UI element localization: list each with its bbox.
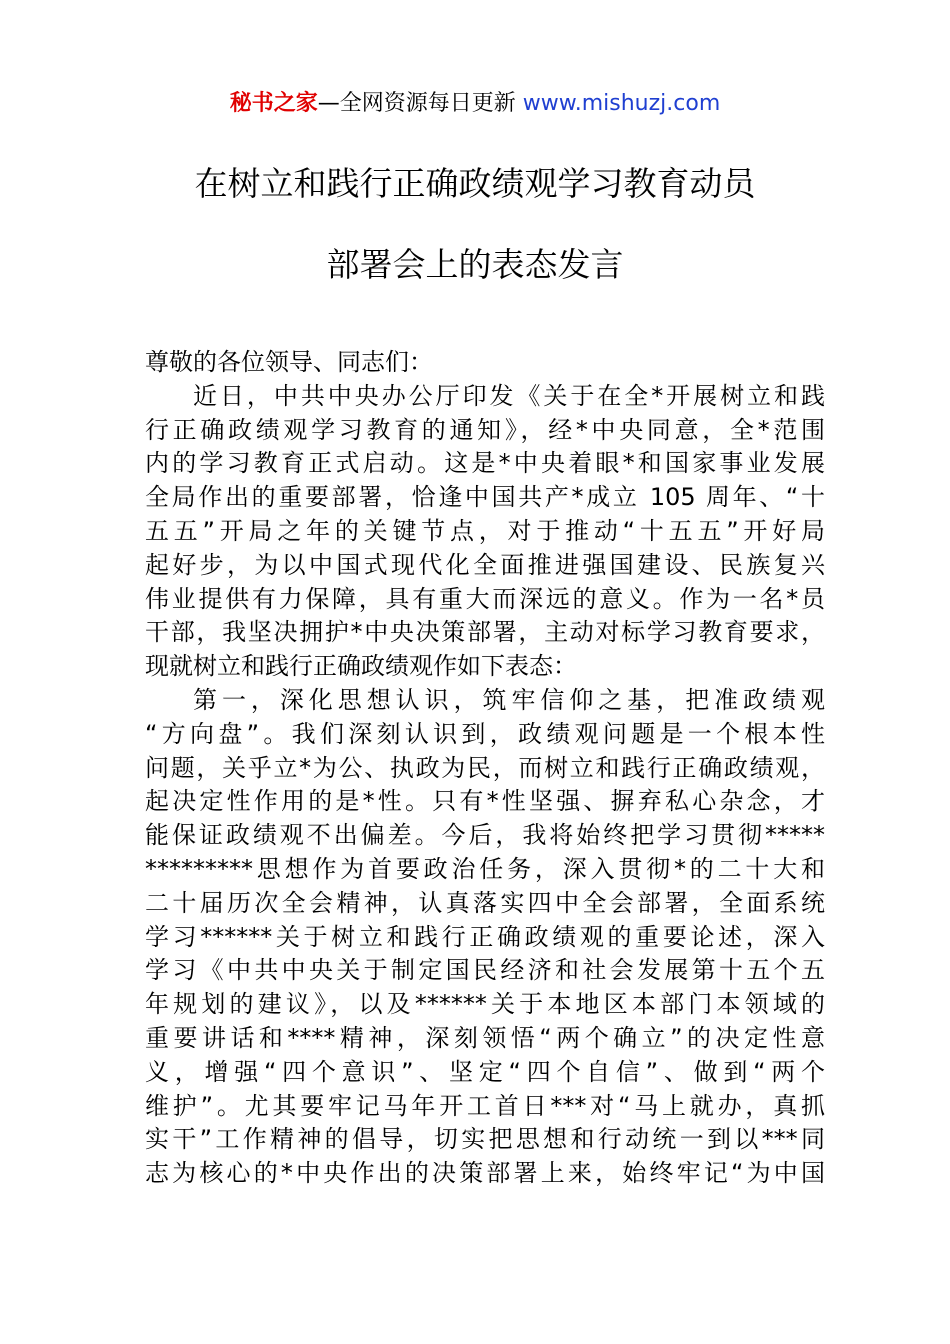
body-line: 实干”工作精神的倡导，切实把思想和行动统一到以***同: [145, 1125, 825, 1154]
site-url-link[interactable]: www.mishuzj.com: [522, 91, 721, 116]
body-line: 起决定性作用的是*性。只有*性坚强、摒弃私心杂念，才: [145, 787, 825, 816]
body-line: 二十届历次全会精神，认真落实四中全会部署，全面系统: [145, 888, 825, 917]
body-line: 学习******关于树立和践行正确政绩观的重要论述，深入: [145, 922, 825, 951]
body-line: 近日，中共中央办公厅印发《关于在全*开展树立和践: [193, 381, 825, 410]
body-line: 现就树立和践行正确政绩观作如下表态：: [145, 652, 577, 681]
body-line: 起好步，为以中国式现代化全面推进强国建设、民族复兴: [145, 550, 825, 579]
body-line: 内的学习教育正式启动。这是*中央着眼*和国家事业发展: [145, 449, 825, 478]
site-brand: 秘书之家: [229, 91, 318, 116]
body-line: 干部，我坚决拥护*中央决策部署，主动对标学习教育要求，: [145, 618, 825, 647]
document-title: [0, 160, 950, 289]
site-header: [0, 88, 950, 120]
site-tagline: —全网资源每日更新: [317, 91, 523, 116]
body-line: 学习《中共中央关于制定国民经济和社会发展第十五个五: [145, 956, 825, 985]
body-line: 第一，深化思想认识，筑牢信仰之基，把准政绩观: [193, 685, 825, 714]
title-line-2: 部署会上的表态发言: [326, 245, 624, 284]
salutation-line: 尊敬的各位领导、同志们：: [145, 348, 433, 376]
document-body: [145, 346, 825, 1191]
body-line: 能保证政绩观不出偏差。今后，我将始终把学习贯彻*****: [145, 821, 825, 850]
body-line: 重要讲话和****精神，深刻领悟“两个确立”的决定性意: [145, 1023, 825, 1052]
body-line: 义，增强“四个意识”、坚定“四个自信”、做到“两个: [145, 1057, 825, 1086]
body-line: 全局作出的重要部署，恰逢中国共产*成立 105 周年、“十: [145, 483, 825, 512]
body-line: 五五”开局之年的关键节点，对于推动“十五五”开好局: [145, 516, 825, 545]
body-line: 年规划的建议》，以及******关于本地区本部门本领域的: [145, 990, 825, 1019]
body-line: 志为核心的*中央作出的决策部署上来，始终牢记“为中国: [145, 1159, 825, 1188]
body-line: 伟业提供有力保障，具有重大而深远的意义。作为一名*员: [145, 584, 825, 613]
title-line-1: 在树立和践行正确政绩观学习教育动员: [194, 164, 756, 203]
body-line: *********思想作为首要政治任务，深入贯彻*的二十大和: [145, 854, 825, 883]
body-line: 问题，关乎立*为公、执政为民，而树立和践行正确政绩观，: [145, 753, 825, 782]
body-line: 行正确政绩观学习教育的通知》，经*中央同意，全*范围: [145, 415, 825, 444]
body-line: 维护”。尤其要牢记马年开工首日***对“马上就办，真抓: [145, 1091, 825, 1120]
body-line: “方向盘”。我们深刻认识到，政绩观问题是一个根本性: [145, 719, 825, 748]
